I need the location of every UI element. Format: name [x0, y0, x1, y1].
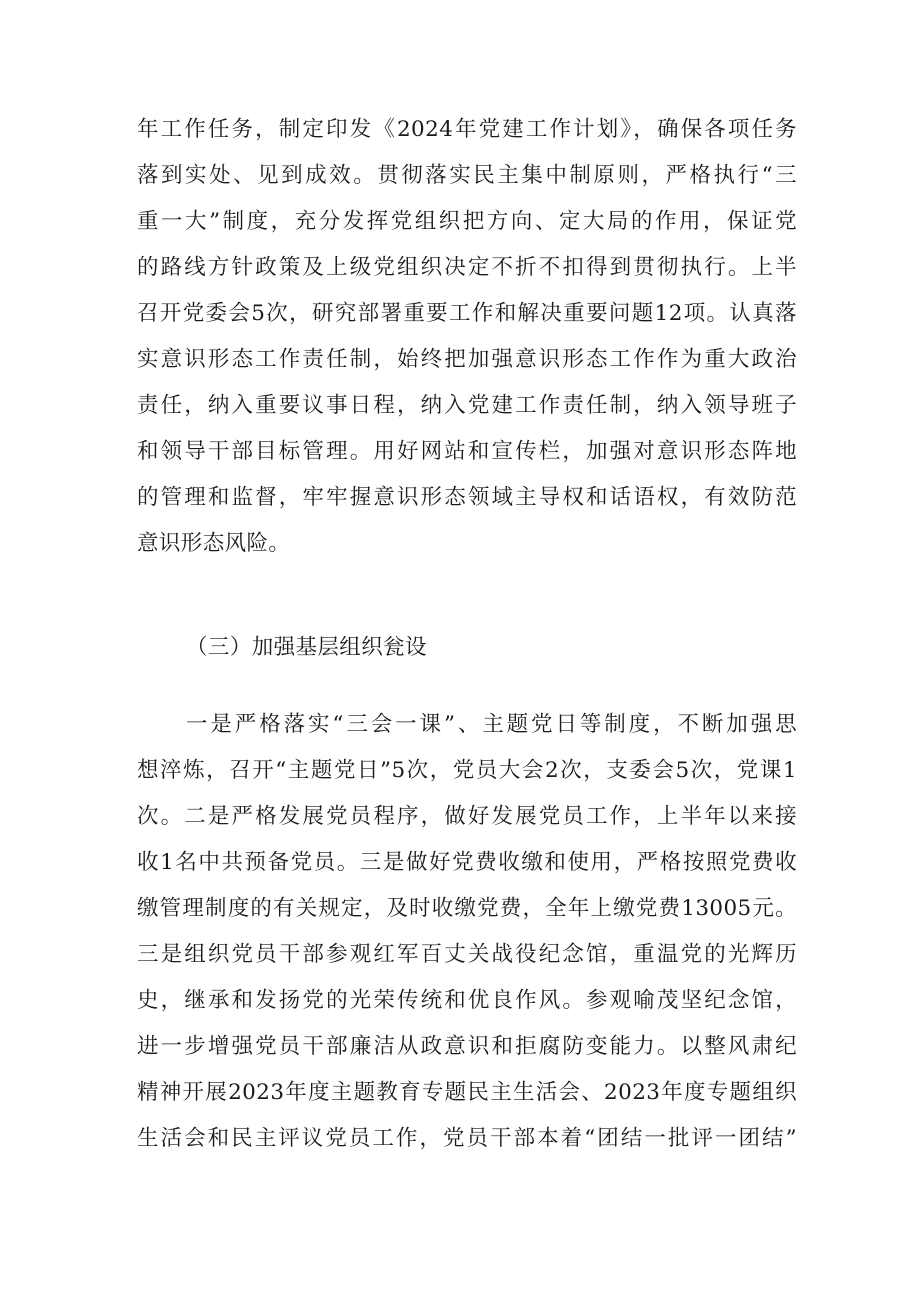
paragraph-1-line: 召开党委会5次，研究部署重要工作和解决重要问题12项。认真落 — [137, 301, 797, 326]
paragraph-1-line: 的管理和监督，牢牢握意识形态领域主导权和话语权，有效防范 — [137, 485, 797, 510]
paragraph-1-line: 年工作任务，制定印发《2024年党建工作计划》，确保各项任务 — [137, 117, 797, 142]
paragraph-2-line: 想淬炼，召开“主题党日”5次，党员大会2次，支委会5次，党课1 — [137, 758, 797, 783]
paragraph-1-line: 责任，纳入重要议事日程，纳入党建工作责任制，纳入领导班子 — [137, 393, 797, 418]
section-heading: （三）加强基层组织瓮设 — [186, 635, 427, 660]
paragraph-1-line: 的路线方针政策及上级党组织决定不折不扣得到贯彻执行。上半 — [137, 255, 797, 280]
paragraph-1-line: 意识形态风险。 — [137, 531, 291, 556]
paragraph-2-line: 生活会和民主评议党员工作，党员干部本着“团结一批评一团结” — [137, 1126, 797, 1151]
paragraph-2-line: 缴管理制度的有关规定，及时收缴党费，全年上缴党费13005元。 — [137, 896, 797, 921]
paragraph-2-line: 进一步增强党员干部廉洁从政意识和拒腐防变能力。以整风肃纪 — [137, 1034, 797, 1059]
paragraph-1-line: 实意识形态工作责任制，始终把加强意识形态工作作为重大政治 — [137, 347, 797, 372]
paragraph-2-line: 精神开展2023年度主题教育专题民主生活会、2023年度专题组织 — [137, 1080, 797, 1105]
paragraph-1-line: 落到实处、见到成效。贯彻落实民主集中制原则，严格执行“三 — [137, 163, 797, 188]
paragraph-1-line: 重一大”制度，充分发挥党组织把方向、定大局的作用，保证党 — [137, 209, 797, 234]
paragraph-2-line: 史，继承和发扬党的光荣传统和优良作风。参观喻茂坚纪念馆， — [137, 988, 797, 1013]
paragraph-1-line: 和领导干部目标管理。用好网站和宣传栏，加强对意识形态阵地 — [137, 439, 797, 464]
paragraph-2-line: 次。二是严格发展党员程序，做好发展党员工作，上半年以来接 — [137, 804, 797, 829]
paragraph-2-line: 收1名中共预备党员。三是做好党费收缴和使用，严格按照党费收 — [137, 850, 797, 875]
paragraph-2-line: 一是严格落实“三会一课”、主题党日等制度，不断加强思 — [186, 712, 797, 737]
paragraph-2-line: 三是组织党员干部参观红军百丈关战役纪念馆，重温党的光辉历 — [137, 942, 797, 967]
